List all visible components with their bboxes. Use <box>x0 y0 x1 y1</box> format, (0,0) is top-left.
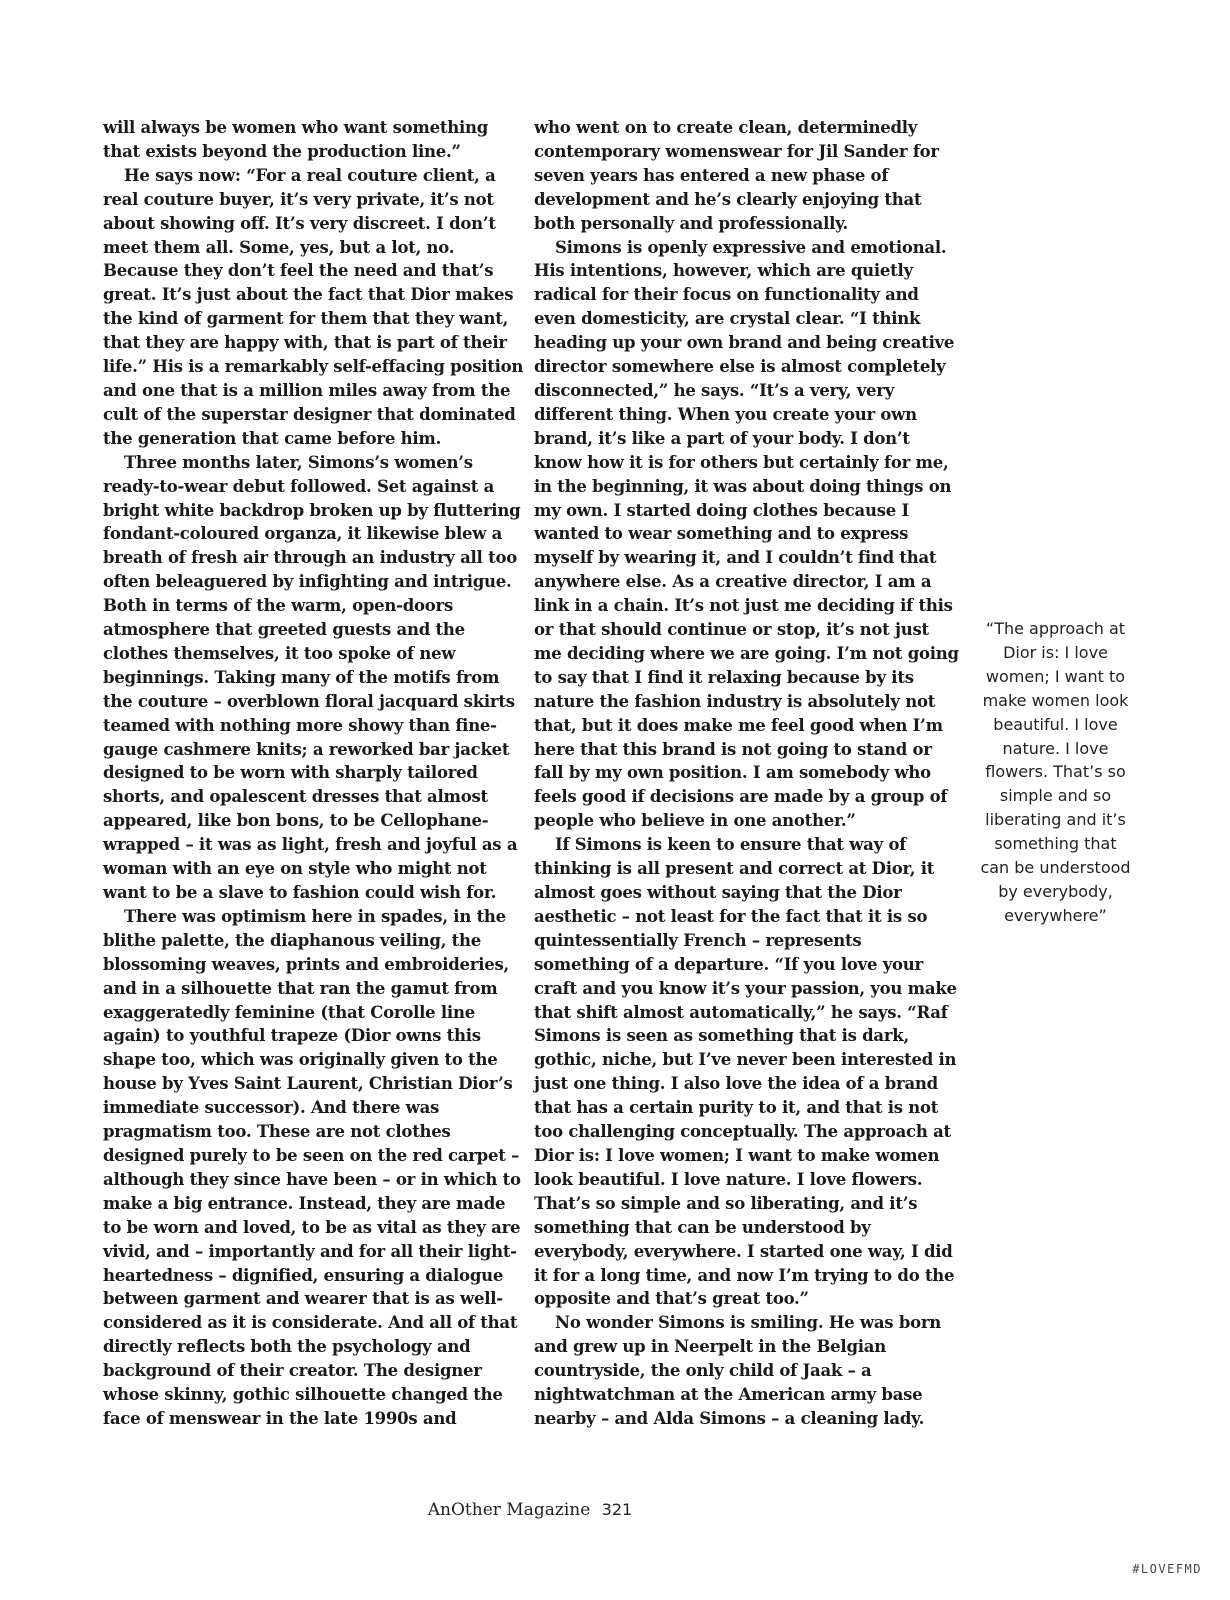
paragraph: He says now: “For a real couture client, a real couture buyer, it’s very private, it’s not about showing off. It’s very discreet. I don’t meet them all. Some, yes, but a lot, no. Because they don’t feel the need and that’s great. It’s just about the fact that Dior makes the kind of garment for them that they want, that they are happy with, that is part of their life.” His is a remarkably self-effacing position and one that is a million miles away from the cult of the superstar designer that dominated the generation that came before him. <box>103 165 524 448</box>
magazine-name: AnOther Magazine <box>427 1500 591 1520</box>
paragraph: If Simons is keen to ensure that way of thinking is all present and correct at Dior, it almost goes without saying that the Dior aesthetic – not least for the fact that it is so quintessentially French – represents something of a departure. “If you love your craft and you know it’s your passion, you make that shift almost automatically,” he says. “Raf Simons is seen as something that is dark, gothic, niche, but I’ve never been interested in just one thing. I also love the idea of a brand that has a certain purity to it, and that is not too challenging conceptually. The approach at Dior is: I love women; I want to make women look beautiful. I love nature. I love flowers. That’s so simple and so liberating, and it’s something that can be understood by everybody, everywhere. I started one way, I did it for a long time, and now I’m trying to do the opposite and that’s great too.” <box>534 835 957 1309</box>
pull-quote: “The approach at Dior is: I love women; I want to make women look beautiful. I love nature. I love flowers. That’s so simple and so liberating and it’s something that can be understood by everybody, everywhere” <box>980 619 1131 925</box>
paragraph: who went on to create clean, determinedly contemporary womenswear for Jil Sander for seven years has entered a new phase of development and he’s clearly enjoying that both personally and professionally. <box>534 118 939 233</box>
paragraph: No wonder Simons is smiling. He was born and grew up in Neerpelt in the Belgian countryside, the only child of Jaak – a nightwatchman at the American army base nearby – and Alda Simons – a cleaning lady. <box>534 1313 942 1428</box>
paragraph: will always be women who want something that exists beyond the production line.” <box>103 118 489 161</box>
paragraph: Three months later, Simons’s women’s ready-to-wear debut followed. Set against a bright white backdrop broken up by fluttering fondant-coloured organza, it likewise blew a breath of fresh air through an industry all too often beleaguered by infighting and intrigue. Both in terms of the warm, open-doors atmosphere that greeted guests and the clothes themselves, it too spoke of new beginnings. Taking many of the motifs from the couture – overblown floral jacquard skirts teamed with nothing more showy than fine-gauge cashmere knits; a reworked bar jacket designed to be worn with sharply tailored shorts, and opalescent dresses that almost appeared, like bon bons, to be Cellophane-wrapped – it was as light, fresh and joyful as a woman with an eye on style who might not want to be a slave to fashion could wish for. <box>103 452 521 902</box>
article-column-left <box>103 116 528 1431</box>
watermark: #LOVEFMD <box>1132 1562 1202 1576</box>
page-footer <box>0 1500 1060 1520</box>
paragraph: Simons is openly expressive and emotional. His intentions, however, which are quietly radical for their focus on functionality and even domesticity, are crystal clear. “I think heading up your own brand and being creative director somewhere else is almost completely disconnected,” he says. “It’s a very, very different thing. When you create your own brand, it’s like a part of your body. I don’t know how it is for others but certainly for me, in the beginning, it was about doing things on my own. I started doing clothes because I wanted to wear something and to express myself by wearing it, and I couldn’t find that anywhere else. As a creative director, I am a link in a chain. It’s not just me deciding if this or that should continue or stop, it’s not just me deciding where we are going. I’m not going to say that I find it relaxing because by its nature the fashion industry is absolutely not that, but it does make me feel good when I’m here that this brand is not going to stand or fall by my own position. I am somebody who feels good if decisions are made by a group of people who believe in one another.” <box>534 237 959 831</box>
page-number: 321 <box>601 1500 633 1519</box>
paragraph: There was optimism here in spades, in the blithe palette, the diaphanous veiling, the blossoming weaves, prints and embroideries, and in a silhouette that ran the gamut from exaggeratedly feminine (that Corolle line again) to youthful trapeze (Dior owns this shape too, which was originally given to the house by Yves Saint Laurent, Christian Dior’s immediate successor). And there was pragmatism too. These are not clothes designed purely to be seen on the red carpet – although they since have been – or in which to make a big entrance. Instead, they are made to be worn and loved, to be as vital as they are vivid, and – importantly and for all their light-heartedness – dignified, ensuring a dialogue between garment and wearer that is as well-considered as it is considerate. And all of that directly reflects both the psychology and background of their creator. The designer whose skinny, gothic silhouette changed the face of menswear in the late 1990s and <box>103 906 521 1428</box>
article-column-right <box>534 116 959 1431</box>
